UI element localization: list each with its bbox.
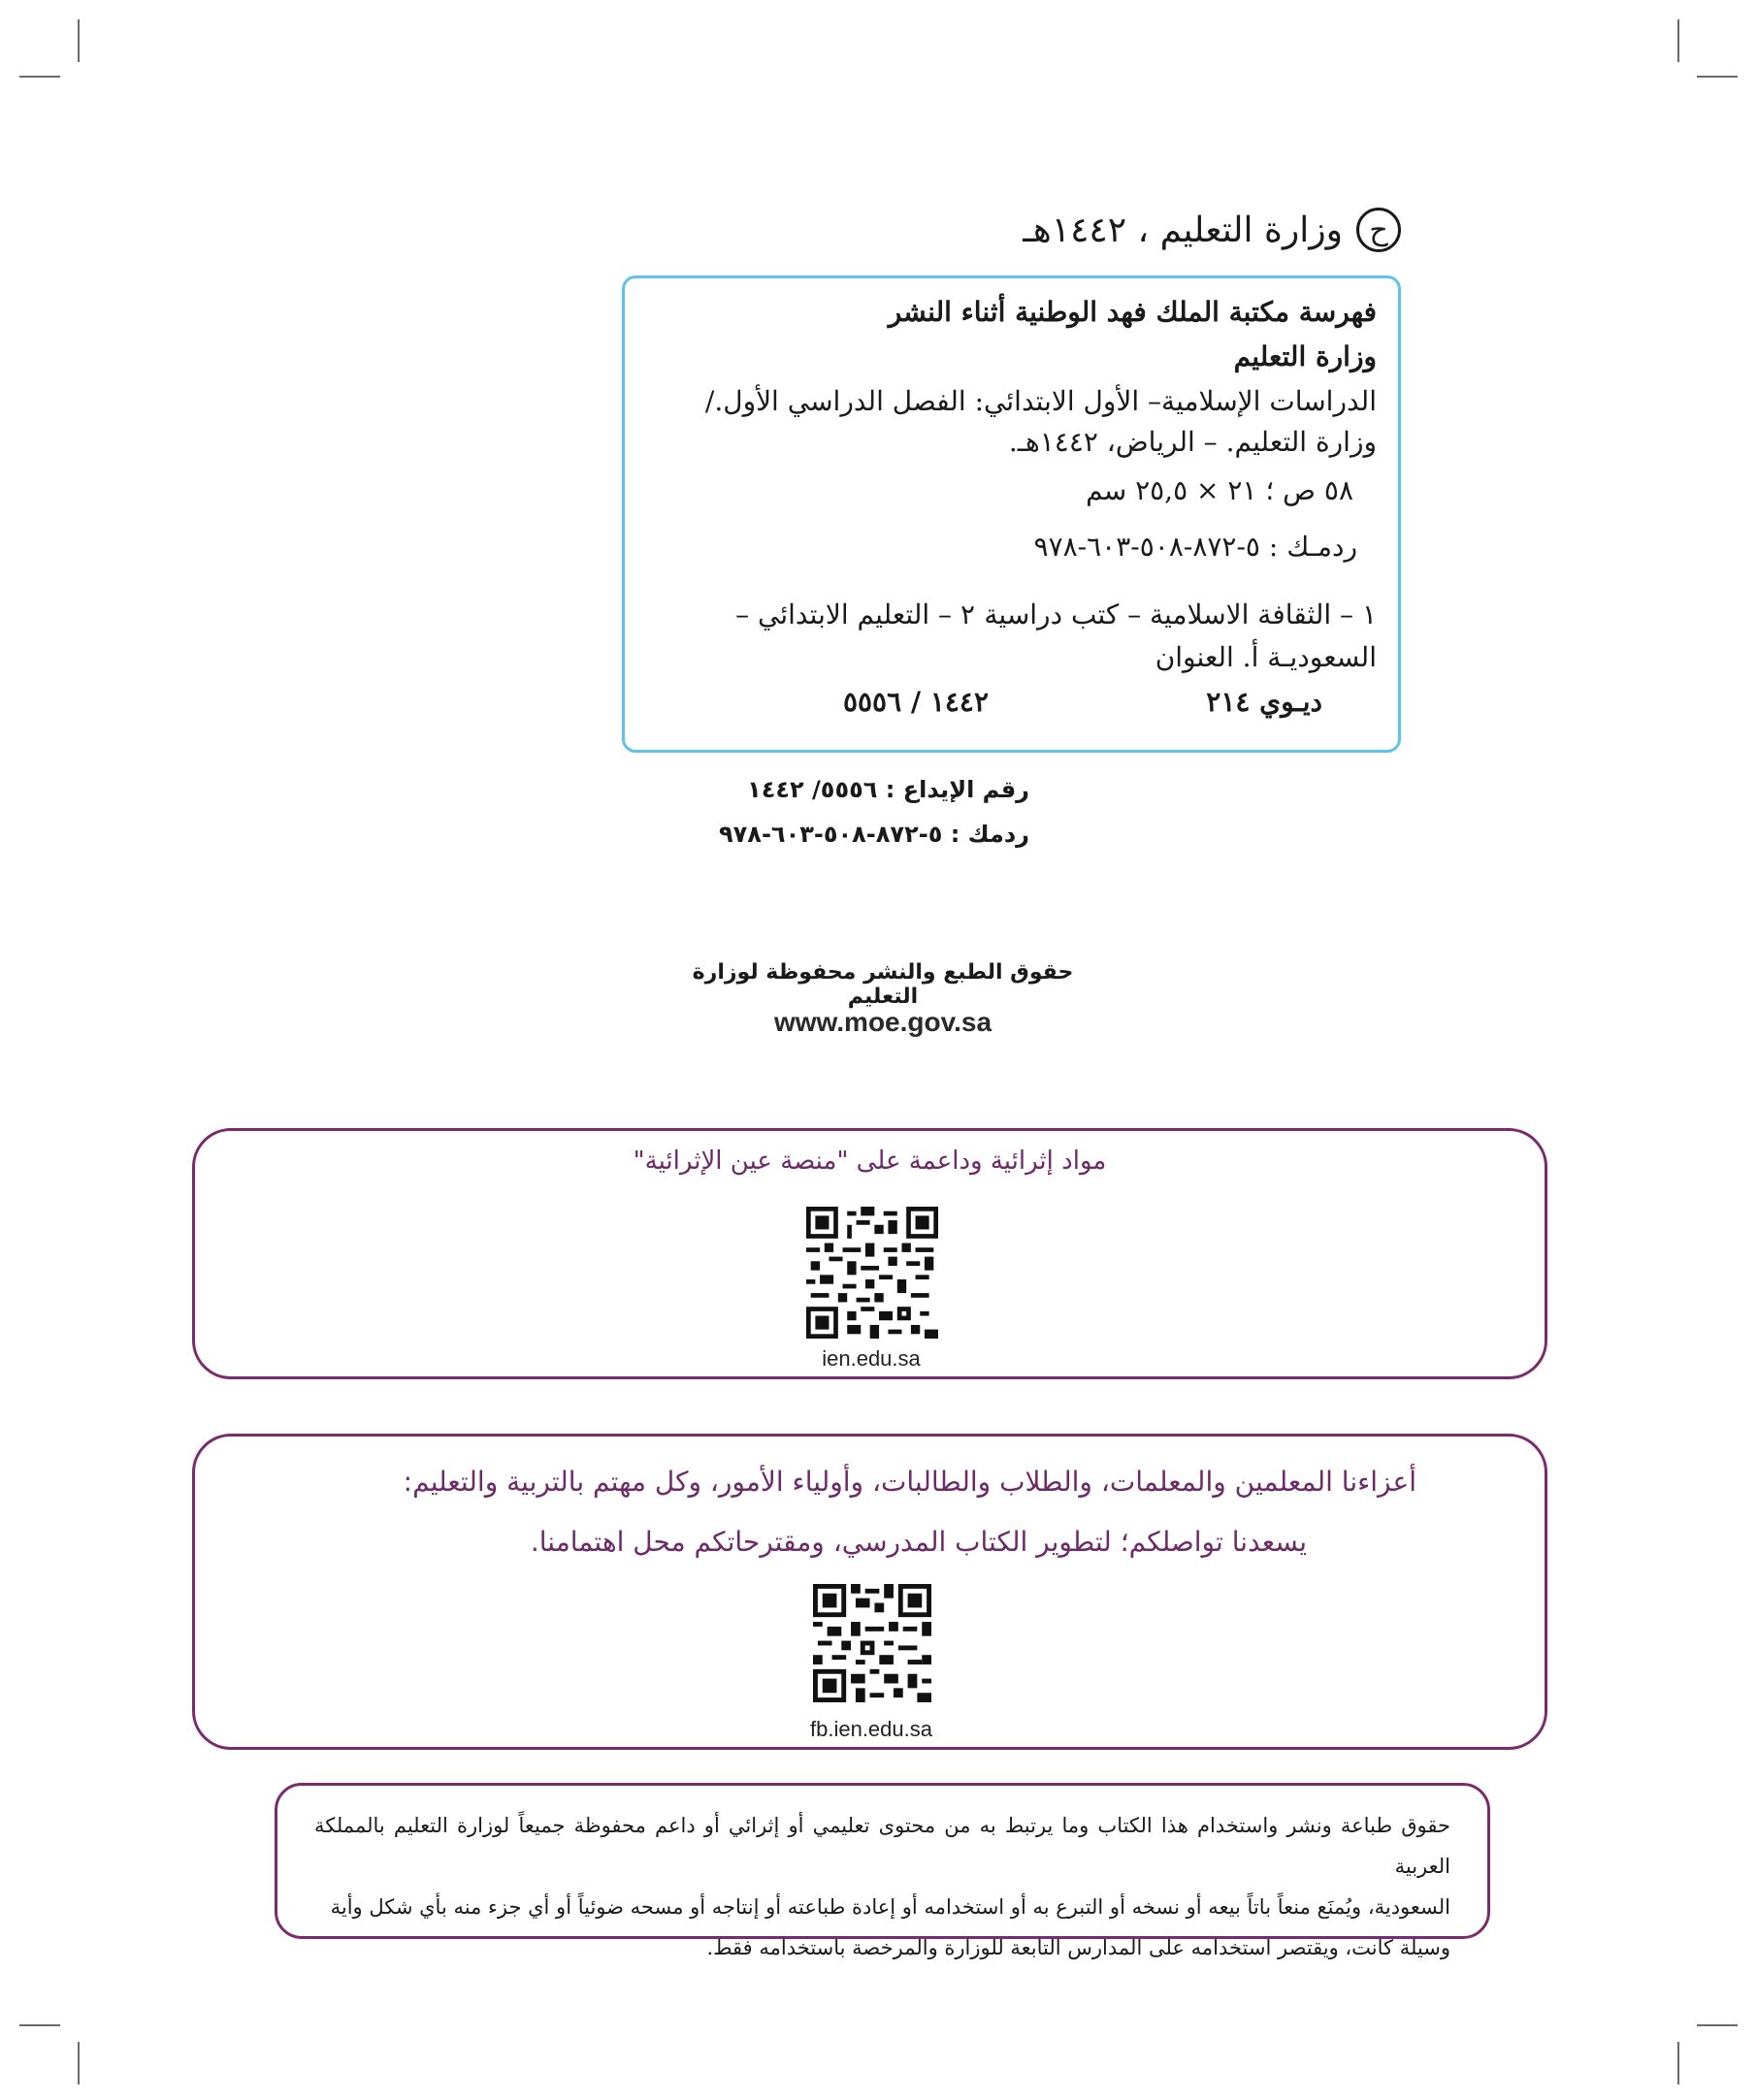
feedback-line-2: يسعدنا تواصلكم؛ لتطوير الكتاب المدرسي، ومقترحاتكم محل اهتمامنا. [530, 1526, 1307, 1558]
catalog-author: وزارة التعليم [1233, 340, 1377, 372]
catalog-physical-description: ٥٨ ص ؛ ٢١ × ٢٥,٥ سم [1086, 474, 1353, 506]
copyright-notice-line-1: حقوق طباعة ونشر واستخدام هذا الكتاب وما يرتبط به من محتوى تعليمي أو إثرائي أو داعم محفوظة جميعاً لوزارة التعليم بالمملكة العربية [314, 1814, 1450, 1878]
copyright-notice-line-3: وسيلة كانت، ويقتصر استخدامه على المدارس التابعة للوزارة والمرخصة باستخدامه فقط. [706, 1936, 1450, 1959]
catalog-heading: فهرسة مكتبة الملك فهد الوطنية أثناء النشر [888, 296, 1377, 328]
copyright-header [1023, 208, 1401, 252]
copyright-notice-line-2: السعودية، ويُمنَع منعاً باتاً بيعه أو نسخه أو التبرع به أو استخدامه أو إعادة طباعته أو إنتاجه أو مسحه ضوئياً أو أي جزء منه بأي شكل وأية [330, 1895, 1450, 1919]
catalog-title-line-2: وزارة التعليم. – الرياض، ١٤٤٢هـ. [1008, 426, 1377, 458]
enrichment-text: مواد إثرائية وداعمة على "منصة عين الإثرائية" [633, 1147, 1107, 1176]
deposit-number: رقم الإيداع : ٥٥٥٦/ ١٤٤٢ [747, 776, 1029, 803]
header-title: وزارة التعليم ، ١٤٤٢هـ [1023, 210, 1343, 250]
copyright-circle-icon: ح [1356, 208, 1401, 252]
catalog-isbn: ردمـك : ٥-٨٧٢-٥٠٨-٦٠٣-٩٧٨ [1033, 531, 1357, 563]
catalog-deposit-ref: ١٤٤٢ / ٥٥٥٦ [842, 686, 989, 718]
crop-mark-top-right-v [1677, 19, 1679, 62]
rights-statement: حقوق الطبع والنشر محفوظة لوزارة التعليم [692, 960, 1074, 1009]
crop-mark-bottom-right-h [1697, 2024, 1738, 2026]
catalog-subject-continuation: السعوديـة أ. العنوان [1155, 641, 1377, 673]
copyright-notice-box [275, 1783, 1490, 1959]
catalog-title-line-1: الدراسات الإسلامية– الأول الابتدائي: الفصل الدراسي الأول./ [704, 385, 1377, 417]
crop-mark-top-left-v [78, 19, 80, 62]
feedback-box [192, 1434, 1547, 1750]
cataloging-in-publication-box [622, 275, 1401, 753]
qr-caption[interactable]: fb.ien.edu.sa [810, 1717, 932, 1741]
qr-code-icon[interactable] [806, 1207, 938, 1339]
crop-mark-bottom-left-v [78, 2042, 80, 2084]
catalog-dewey: ديـوي ٢١٤ [1206, 686, 1322, 718]
ministry-website-link[interactable]: www.moe.gov.sa [773, 1007, 992, 1037]
enrichment-materials-box [192, 1128, 1547, 1379]
crop-mark-top-right-h [1697, 76, 1738, 78]
catalog-subject-2: ٢ – التعليم الابتدائي – [735, 598, 975, 630]
crop-mark-top-left-h [19, 76, 60, 78]
crop-mark-bottom-left-h [19, 2024, 60, 2026]
qr-caption[interactable]: ien.edu.sa [822, 1346, 921, 1371]
isbn-number: ردمك : ٥-٨٧٢-٥٠٨-٦٠٣-٩٧٨ [719, 821, 1029, 848]
catalog-subject-1: ١ – الثقافة الاسلامية – كتب دراسية [984, 598, 1377, 630]
crop-mark-bottom-right-v [1677, 2042, 1679, 2084]
qr-code-icon[interactable] [813, 1584, 931, 1702]
feedback-line-1: أعزاءنا المعلمين والمعلمات، والطلاب والطالبات، وأولياء الأمور، وكل مهتم بالتربية والتعليم: [403, 1466, 1416, 1498]
